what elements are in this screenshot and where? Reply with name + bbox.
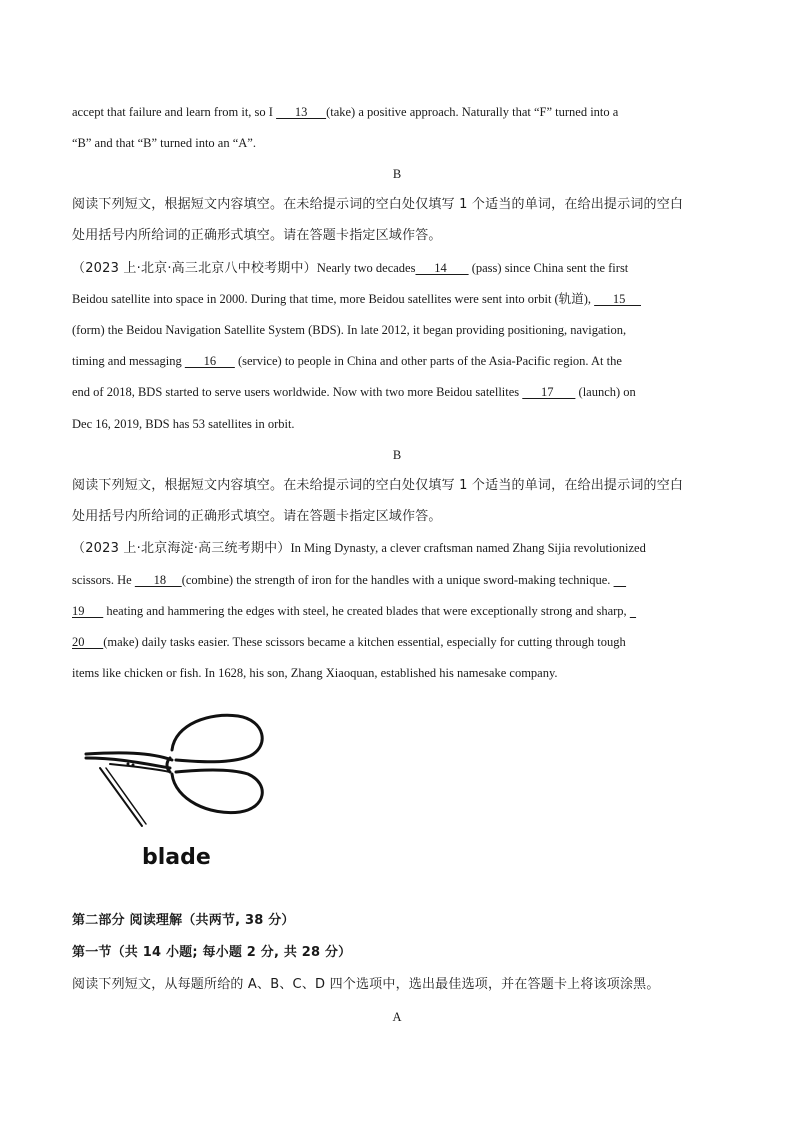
- section-heading: B: [392, 167, 402, 181]
- blank-16: 16: [184, 354, 235, 368]
- text-line: [72, 540, 724, 557]
- section-title: 第一节（共 14 小题; 每小题 2 分, 共 28 分）: [72, 945, 352, 960]
- text-span: accept that failure and learn from it, so I: [72, 105, 273, 119]
- text-line: [72, 353, 724, 369]
- source-note: （2023 上·北京·高三北京八中校考期中）: [72, 261, 317, 276]
- source-note: （2023 上·北京海淀·高三统考期中）: [72, 541, 291, 556]
- blank-20: 20: [72, 635, 104, 649]
- scissors-icon: [80, 708, 280, 876]
- blank-13: 13: [276, 105, 327, 119]
- text-span: (make) daily tasks easier. These scissors became a kitchen essential, especially for cutting through tough: [103, 635, 626, 649]
- text-line: [72, 603, 724, 619]
- figure-label: blade: [142, 845, 211, 870]
- text-span: heating and hammering the edges with steel, he created blades that were exceptionally strong and sharp,: [106, 604, 627, 618]
- text-span: scissors. He: [72, 573, 132, 587]
- section-heading: B: [392, 448, 402, 462]
- instruction-line: 阅读下列短文，从每题所给的 A、B、C、D 四个选项中，选出最佳选项，并在答题卡上将该项涂黑。: [72, 977, 660, 992]
- blank-14: 14: [415, 261, 469, 275]
- text-span: (launch) on: [578, 385, 636, 399]
- blank-18: 18: [134, 573, 182, 587]
- text-line: Dec 16, 2019, BDS has 53 satellites in orbit.: [72, 417, 295, 431]
- instruction-line: 阅读下列短文，根据短文内容填空。在未给提示词的空白处仅填写 1 个适当的单词，在给出提示词的空白: [72, 197, 684, 212]
- blank-19: 19: [72, 604, 104, 618]
- scissors-blade-figure: [80, 708, 280, 876]
- text-line: items like chicken or fish. In 1628, his son, Zhang Xiaoquan, established his namesake company.: [72, 666, 558, 680]
- text-span: Beidou satellite into space in 2000. During that time, more Beidou satellites were sent into orbit (轨道),: [72, 292, 591, 306]
- blank-20-start: [630, 604, 636, 618]
- text-line: [72, 572, 724, 588]
- text-span: Nearly two decades: [316, 261, 416, 275]
- instruction-line: 阅读下列短文，根据短文内容填空。在未给提示词的空白处仅填写 1 个适当的单词，在给出提示词的空白: [72, 478, 684, 493]
- text-span: (combine) the strength of iron for the handles with a unique sword-making technique.: [181, 573, 611, 587]
- instruction-line: 处用括号内所给词的正确形式填空。请在答题卡指定区域作答。: [72, 228, 442, 243]
- text-span: timing and messaging: [72, 354, 182, 368]
- text-span: In Ming Dynasty, a clever craftsman named Zhang Sijia revolutionized: [290, 541, 646, 555]
- text-span: end of 2018, BDS started to serve users worldwide. Now with two more Beidou satellites: [72, 385, 520, 399]
- blank-17: 17: [522, 385, 576, 399]
- text-line: [72, 634, 724, 650]
- text-line: [72, 291, 724, 307]
- text-line: [72, 104, 724, 120]
- text-span: (service) to people in China and other parts of the Asia-Pacific region. At the: [237, 354, 622, 368]
- instruction-line: 处用括号内所给词的正确形式填空。请在答题卡指定区域作答。: [72, 509, 442, 524]
- text-line: [72, 384, 724, 400]
- text-span: (take) a positive approach. Naturally that “F” turned into a: [326, 105, 619, 119]
- text-line: “B” and that “B” turned into an “A”.: [72, 136, 256, 150]
- part-title: 第二部分 阅读理解（共两节, 38 分）: [72, 913, 295, 928]
- section-heading: A: [392, 1010, 402, 1024]
- blank-15: 15: [594, 292, 641, 306]
- text-span: (pass) since China sent the first: [471, 261, 629, 275]
- text-line: [72, 260, 724, 277]
- blank-19-start: [614, 573, 627, 587]
- text-line: (form) the Beidou Navigation Satellite System (BDS). In late 2012, it began providing positioning, navigation,: [72, 323, 627, 337]
